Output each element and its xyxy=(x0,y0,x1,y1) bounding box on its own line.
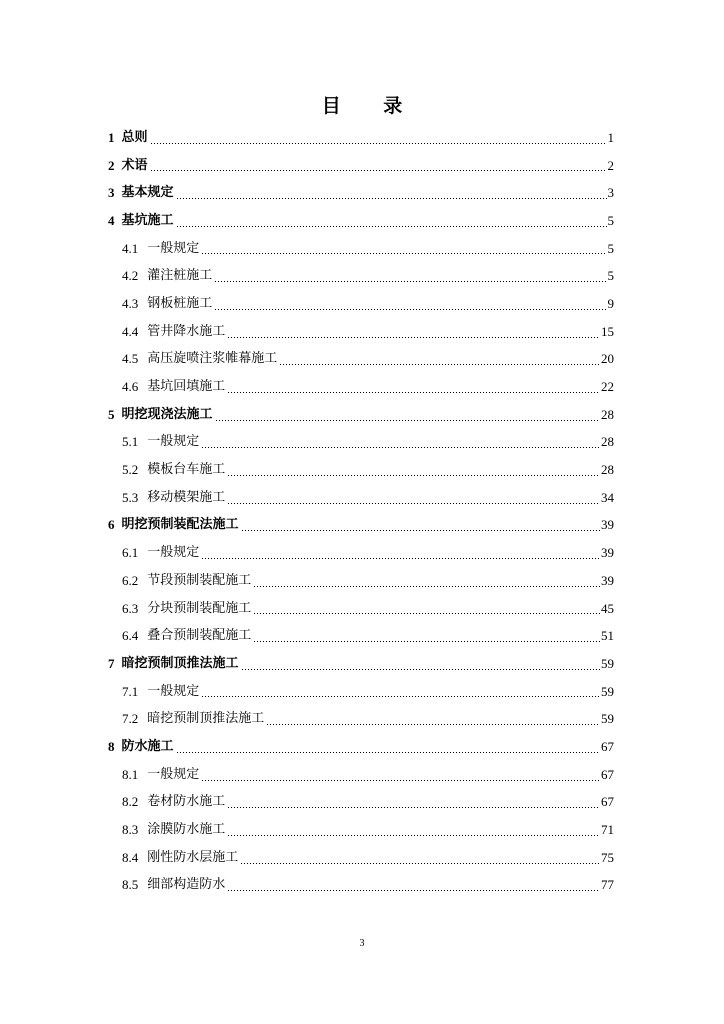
toc-entry-title: 分块预制装配施工 xyxy=(147,600,252,616)
toc-chapter-entry xyxy=(108,124,614,152)
toc-chapter-entry xyxy=(108,152,614,180)
toc-entry-page: 15 xyxy=(601,323,614,339)
toc-section-entry xyxy=(108,290,614,318)
toc-entry-number: 8.4 xyxy=(122,849,139,865)
toc-entry-title: 一般规定 xyxy=(147,434,200,450)
toc-dot-leader xyxy=(227,835,600,836)
toc-entry-title: 叠合预制装配施工 xyxy=(147,628,252,644)
toc-entry-page: 59 xyxy=(601,711,614,727)
toc-entry-page: 67 xyxy=(601,738,614,754)
toc-dot-leader xyxy=(227,890,600,891)
toc-dot-leader xyxy=(201,780,600,781)
toc-entry-title: 一般规定 xyxy=(147,683,200,699)
toc-dot-leader xyxy=(241,669,600,670)
toc-dot-leader xyxy=(201,253,606,254)
toc-entry-number: 6.3 xyxy=(122,600,139,616)
toc-dot-leader xyxy=(266,724,600,725)
toc-dot-leader xyxy=(201,447,600,448)
toc-entry-title: 基本规定 xyxy=(121,185,174,201)
toc-chapter-entry xyxy=(108,733,614,761)
toc-entry-page: 75 xyxy=(601,849,614,865)
toc-entry-number: 4 xyxy=(108,212,115,228)
toc-section-entry xyxy=(108,539,614,567)
toc-entry-page: 20 xyxy=(601,351,614,367)
toc-entry-number: 4.3 xyxy=(122,295,139,311)
toc-entry-title: 基坑施工 xyxy=(121,212,174,228)
toc-entry-number: 5 xyxy=(108,406,115,422)
toc-entry-title: 节段预制装配施工 xyxy=(147,572,252,588)
toc-entry-number: 4.2 xyxy=(122,268,139,284)
toc-entry-number: 2 xyxy=(108,157,115,173)
toc-entry-number: 8.2 xyxy=(122,794,139,810)
toc-section-entry xyxy=(108,484,614,512)
toc-entry-number: 1 xyxy=(108,129,115,145)
toc-entry-title: 钢板桩施工 xyxy=(147,295,213,311)
toc-entry-page: 5 xyxy=(607,240,614,256)
toc-entry-title: 细部构造防水 xyxy=(147,877,226,893)
toc-entry-title: 总则 xyxy=(121,129,148,145)
toc-entry-page: 77 xyxy=(601,877,614,893)
toc-dot-leader xyxy=(241,530,600,531)
toc-entry-title: 一般规定 xyxy=(147,766,200,782)
toc-entry-page: 45 xyxy=(601,600,614,616)
toc-entry-title: 卷材防水施工 xyxy=(147,794,226,810)
toc-dot-leader xyxy=(227,337,600,338)
toc-entry-page: 34 xyxy=(601,489,614,505)
toc-section-entry xyxy=(108,816,614,844)
toc-entry-number: 4.5 xyxy=(122,351,139,367)
toc-entry-page: 28 xyxy=(601,434,614,450)
toc-entry-number: 5.3 xyxy=(122,489,139,505)
toc-dot-leader xyxy=(201,558,600,559)
toc-dot-leader xyxy=(214,281,606,282)
toc-entry-page: 9 xyxy=(607,295,614,311)
toc-entry-number: 3 xyxy=(108,185,115,201)
toc-entry-title: 灌注桩施工 xyxy=(147,268,213,284)
toc-section-entry xyxy=(108,429,614,457)
toc-section-entry xyxy=(108,373,614,401)
toc-entry-number: 6.4 xyxy=(122,628,139,644)
toc-dot-leader xyxy=(176,198,607,199)
toc-dot-leader xyxy=(201,696,600,697)
toc-dot-leader xyxy=(240,863,600,864)
toc-dot-leader xyxy=(176,226,607,227)
toc-entry-page: 28 xyxy=(601,406,614,422)
toc-entry-title: 涂膜防水施工 xyxy=(147,822,226,838)
toc-entry-number: 6 xyxy=(108,517,115,533)
toc-entry-number: 8 xyxy=(108,738,115,754)
toc-entry-title: 明挖现浇法施工 xyxy=(121,406,213,422)
toc-entry-number: 6.2 xyxy=(122,572,139,588)
toc-entry-number: 4.1 xyxy=(122,240,139,256)
toc-section-entry xyxy=(108,872,614,900)
toc-section-entry xyxy=(108,789,614,817)
toc-entry-page: 39 xyxy=(601,517,614,533)
toc-entry-title: 移动模架施工 xyxy=(147,489,226,505)
toc-entry-title: 管井降水施工 xyxy=(147,323,226,339)
toc-section-entry xyxy=(108,318,614,346)
toc-entry-number: 4.6 xyxy=(122,379,139,395)
page-title: 目 录 xyxy=(321,95,421,117)
toc-dot-leader xyxy=(215,420,600,421)
toc-entry-page: 67 xyxy=(601,794,614,810)
toc-entry-page: 39 xyxy=(601,545,614,561)
toc-entry-page: 28 xyxy=(601,462,614,478)
toc-section-entry xyxy=(108,262,614,290)
toc-entry-title: 模板台车施工 xyxy=(147,462,226,478)
toc-entry-number: 8.1 xyxy=(122,766,139,782)
table-of-contents xyxy=(108,124,614,899)
toc-entry-page: 51 xyxy=(601,628,614,644)
toc-entry-title: 暗挖预制顶推法施工 xyxy=(121,655,239,671)
toc-entry-number: 8.3 xyxy=(122,822,139,838)
toc-dot-leader xyxy=(253,641,600,642)
toc-chapter-entry xyxy=(108,179,614,207)
toc-chapter-entry xyxy=(108,512,614,540)
toc-entry-title: 刚性防水层施工 xyxy=(147,849,239,865)
toc-dot-leader xyxy=(279,364,600,365)
toc-entry-number: 5.1 xyxy=(122,434,139,450)
toc-chapter-entry xyxy=(108,401,614,429)
toc-entry-number: 6.1 xyxy=(122,545,139,561)
toc-dot-leader xyxy=(253,613,600,614)
toc-entry-page: 22 xyxy=(601,379,614,395)
toc-dot-leader xyxy=(227,392,600,393)
toc-entry-number: 7.1 xyxy=(122,683,139,699)
toc-entry-number: 7.2 xyxy=(122,711,139,727)
toc-entry-number: 5.2 xyxy=(122,462,139,478)
toc-entry-page: 59 xyxy=(601,683,614,699)
toc-dot-leader xyxy=(176,752,600,753)
toc-dot-leader xyxy=(227,807,600,808)
toc-section-entry xyxy=(108,705,614,733)
toc-section-entry xyxy=(108,678,614,706)
toc-section-entry xyxy=(108,761,614,789)
toc-entry-page: 2 xyxy=(607,157,614,173)
toc-entry-number: 8.5 xyxy=(122,877,139,893)
toc-entry-title: 高压旋喷注浆帷幕施工 xyxy=(147,351,278,367)
toc-entry-number: 7 xyxy=(108,655,115,671)
toc-entry-page: 5 xyxy=(607,212,614,228)
toc-entry-title: 明挖预制装配法施工 xyxy=(121,517,239,533)
toc-entry-title: 暗挖预制顶推法施工 xyxy=(147,711,265,727)
toc-entry-page: 71 xyxy=(601,822,614,838)
toc-entry-page: 39 xyxy=(601,572,614,588)
page-number: 3 xyxy=(359,938,365,949)
toc-entry-title: 术语 xyxy=(121,157,148,173)
toc-entry-number: 4.4 xyxy=(122,323,139,339)
toc-entry-page: 67 xyxy=(601,766,614,782)
toc-entry-page: 59 xyxy=(601,655,614,671)
toc-section-entry xyxy=(108,567,614,595)
toc-dot-leader xyxy=(214,309,606,310)
toc-section-entry xyxy=(108,235,614,263)
toc-dot-leader xyxy=(227,475,600,476)
toc-section-entry xyxy=(108,844,614,872)
toc-dot-leader xyxy=(150,170,607,171)
toc-section-entry xyxy=(108,595,614,623)
toc-entry-title: 一般规定 xyxy=(147,545,200,561)
toc-entry-title: 防水施工 xyxy=(121,738,174,754)
toc-dot-leader xyxy=(227,503,600,504)
toc-section-entry xyxy=(108,456,614,484)
toc-entry-page: 3 xyxy=(607,185,614,201)
toc-entry-page: 1 xyxy=(607,129,614,145)
toc-dot-leader xyxy=(150,143,607,144)
toc-section-entry xyxy=(108,346,614,374)
toc-entry-title: 基坑回填施工 xyxy=(147,379,226,395)
toc-entry-page: 5 xyxy=(607,268,614,284)
toc-chapter-entry xyxy=(108,650,614,678)
toc-chapter-entry xyxy=(108,207,614,235)
toc-entry-title: 一般规定 xyxy=(147,240,200,256)
toc-section-entry xyxy=(108,622,614,650)
toc-dot-leader xyxy=(253,586,600,587)
